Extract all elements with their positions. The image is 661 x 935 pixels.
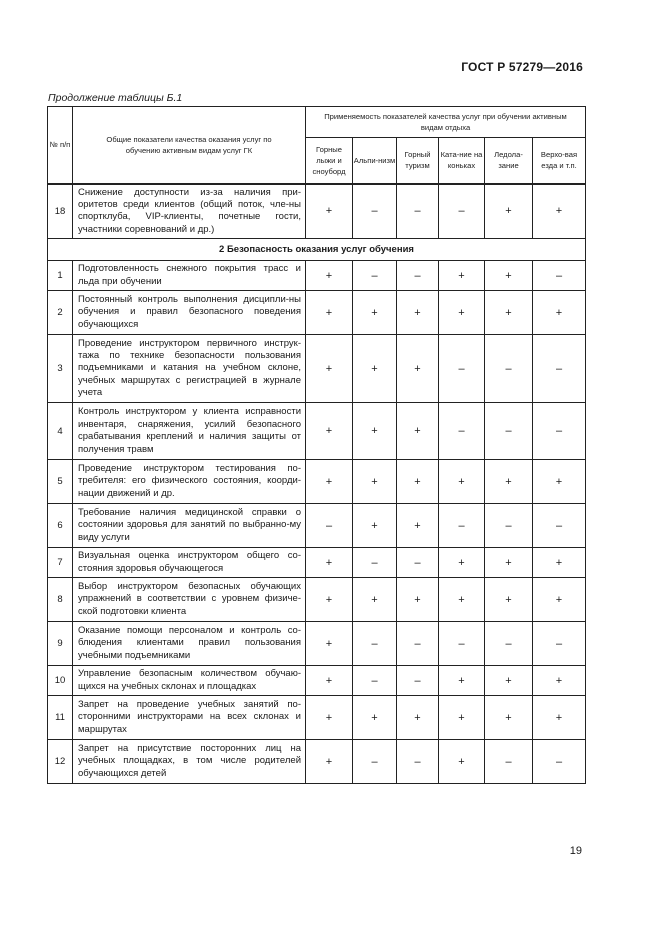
row-number: 5 (48, 460, 73, 504)
mark-cell: – (533, 622, 586, 666)
document-code: ГОСТ Р 57279—2016 (461, 60, 583, 74)
page-number: 19 (569, 845, 582, 857)
header-col-ice-climbing: Ледола-зание (485, 138, 533, 184)
mark-cell: – (439, 504, 485, 548)
mark-cell: – (439, 184, 485, 239)
section-row (48, 239, 586, 261)
row-number: 8 (48, 578, 73, 622)
row-number: 10 (48, 666, 73, 696)
mark-cell: + (397, 403, 439, 460)
mark-cell: – (439, 403, 485, 460)
mark-cell: – (533, 504, 586, 548)
row-number: 1 (48, 261, 73, 291)
mark-cell: – (485, 622, 533, 666)
mark-cell: + (306, 578, 353, 622)
header-col-horse-riding: Верхо-вая езда и т.п. (533, 138, 586, 184)
mark-cell: + (397, 291, 439, 335)
table-row (48, 504, 586, 548)
mark-cell: + (353, 578, 397, 622)
row-text: Запрет на проведение учебных занятий по-сторонними инструкторами на всех склонах и маршрутах (73, 696, 306, 740)
mark-cell: + (533, 696, 586, 740)
mark-cell: – (353, 740, 397, 784)
mark-cell: + (485, 548, 533, 578)
quality-indicators-table (47, 106, 586, 784)
table-row (48, 696, 586, 740)
mark-cell: – (397, 548, 439, 578)
row-number: 11 (48, 696, 73, 740)
mark-cell: + (439, 291, 485, 335)
row-number: 9 (48, 622, 73, 666)
mark-cell: + (397, 578, 439, 622)
mark-cell: + (485, 696, 533, 740)
row-number: 7 (48, 548, 73, 578)
mark-cell: + (306, 184, 353, 239)
mark-cell: – (397, 261, 439, 291)
mark-cell: + (353, 460, 397, 504)
mark-cell: + (439, 548, 485, 578)
mark-cell: – (485, 403, 533, 460)
row-text: Постоянный контроль выполнения дисципли-ны обучения и правил безопасного поведения обучающихся (73, 291, 306, 335)
mark-cell: – (353, 666, 397, 696)
mark-cell: + (306, 460, 353, 504)
mark-cell: + (306, 291, 353, 335)
table-row (48, 403, 586, 460)
mark-cell: + (353, 504, 397, 548)
header-applicability: Применяемость показателей качества услуг при обучении активным видам отдыха (306, 107, 586, 138)
mark-cell: + (306, 666, 353, 696)
mark-cell: + (397, 460, 439, 504)
mark-cell: – (397, 184, 439, 239)
mark-cell: + (439, 696, 485, 740)
mark-cell: + (485, 184, 533, 239)
mark-cell: + (353, 291, 397, 335)
table-row (48, 548, 586, 578)
mark-cell: + (306, 335, 353, 403)
mark-cell: + (353, 335, 397, 403)
mark-cell: + (533, 291, 586, 335)
mark-cell: – (353, 622, 397, 666)
mark-cell: – (533, 335, 586, 403)
mark-cell: + (485, 291, 533, 335)
mark-cell: + (439, 261, 485, 291)
row-text: Контроль инструктором у клиента исправности инвентаря, снаряжения, усилий безопасного срабатывания креплений и наличия защиты от получения травм (73, 403, 306, 460)
mark-cell: + (439, 460, 485, 504)
row-text: Снижение доступности из-за наличия при-оритетов среди клиентов (общий поток, чле-ны спортклуба, VIP-клиенты, почетные гости, участники соревнований и др.) (73, 184, 306, 239)
mark-cell: + (485, 578, 533, 622)
header-col-skiing: Горные лыжи и сноуборд (306, 138, 353, 184)
mark-cell: – (485, 335, 533, 403)
row-text: Визуальная оценка инструктором общего со-стояния здоровья обучающегося (73, 548, 306, 578)
mark-cell: – (485, 740, 533, 784)
mark-cell: + (353, 696, 397, 740)
mark-cell: – (306, 504, 353, 548)
header-col-mountaineering: Альпи-низм (353, 138, 397, 184)
mark-cell: + (306, 622, 353, 666)
mark-cell: – (439, 335, 485, 403)
row-text: Требование наличия медицинской справки о состоянии здоровья для занятий по выбранно-му виду услуги (73, 504, 306, 548)
header-col-hiking: Горный туризм (397, 138, 439, 184)
mark-cell: + (397, 335, 439, 403)
row-text: Проведение инструктором тестирования по-требителя: его физического состояния, коорди-нации движений и др. (73, 460, 306, 504)
row-number: 6 (48, 504, 73, 548)
row-number: 3 (48, 335, 73, 403)
mark-cell: – (397, 622, 439, 666)
mark-cell: + (485, 666, 533, 696)
header-col-skating: Ката-ние на коньках (439, 138, 485, 184)
mark-cell: – (353, 184, 397, 239)
section-title: 2 Безопасность оказания услуг обучения (48, 239, 586, 261)
table-row (48, 460, 586, 504)
mark-cell: – (397, 666, 439, 696)
table-row (48, 261, 586, 291)
row-number: 4 (48, 403, 73, 460)
header-general-indicators: Общие показатели качества оказания услуг по обучению активным видам услуг ГК (73, 107, 306, 184)
mark-cell: + (306, 548, 353, 578)
row-text: Проведение инструктором первичного инструк-тажа по технике безопасности пользования подъемниками и катания на учебном склоне, учебных маршрутах с регистрацией в журнале учета (73, 335, 306, 403)
mark-cell: + (439, 740, 485, 784)
mark-cell: + (306, 261, 353, 291)
header-num: № п/п (48, 107, 73, 184)
row-text: Запрет на присутствие посторонних лиц на учебных площадках, в том числе родителей обучающихся детей (73, 740, 306, 784)
mark-cell: + (533, 548, 586, 578)
row-number: 18 (48, 184, 73, 239)
mark-cell: – (353, 261, 397, 291)
row-text: Управление безопасным количеством обучаю-щихся на учебных склонах и площадках (73, 666, 306, 696)
mark-cell: + (353, 403, 397, 460)
table-row (48, 666, 586, 696)
row-text: Оказание помощи персоналом и контроль со-блюдения клиентами правил пользования учебными подъемниками (73, 622, 306, 666)
table-row (48, 578, 586, 622)
mark-cell: + (306, 696, 353, 740)
mark-cell: – (533, 740, 586, 784)
mark-cell: + (397, 504, 439, 548)
table-row (48, 184, 586, 239)
mark-cell: + (533, 184, 586, 239)
mark-cell: – (397, 740, 439, 784)
mark-cell: – (353, 548, 397, 578)
mark-cell: – (439, 622, 485, 666)
table-row (48, 740, 586, 784)
mark-cell: – (533, 261, 586, 291)
table-row (48, 291, 586, 335)
mark-cell: + (533, 666, 586, 696)
mark-cell: + (397, 696, 439, 740)
row-number: 2 (48, 291, 73, 335)
table-caption: Продолжение таблицы Б.1 (48, 92, 183, 104)
mark-cell: + (306, 740, 353, 784)
mark-cell: + (485, 460, 533, 504)
mark-cell: – (485, 504, 533, 548)
table-row (48, 622, 586, 666)
row-number: 12 (48, 740, 73, 784)
mark-cell: + (533, 578, 586, 622)
mark-cell: – (533, 403, 586, 460)
row-text: Выбор инструктором безопасных обучающих упражнений в соответствии с уровнем физиче-ской подготовки клиента (73, 578, 306, 622)
mark-cell: + (533, 460, 586, 504)
row-text: Подготовленность снежного покрытия трасс и льда при обучении (73, 261, 306, 291)
mark-cell: + (485, 261, 533, 291)
mark-cell: + (439, 578, 485, 622)
mark-cell: + (439, 666, 485, 696)
table-row (48, 335, 586, 403)
mark-cell: + (306, 403, 353, 460)
